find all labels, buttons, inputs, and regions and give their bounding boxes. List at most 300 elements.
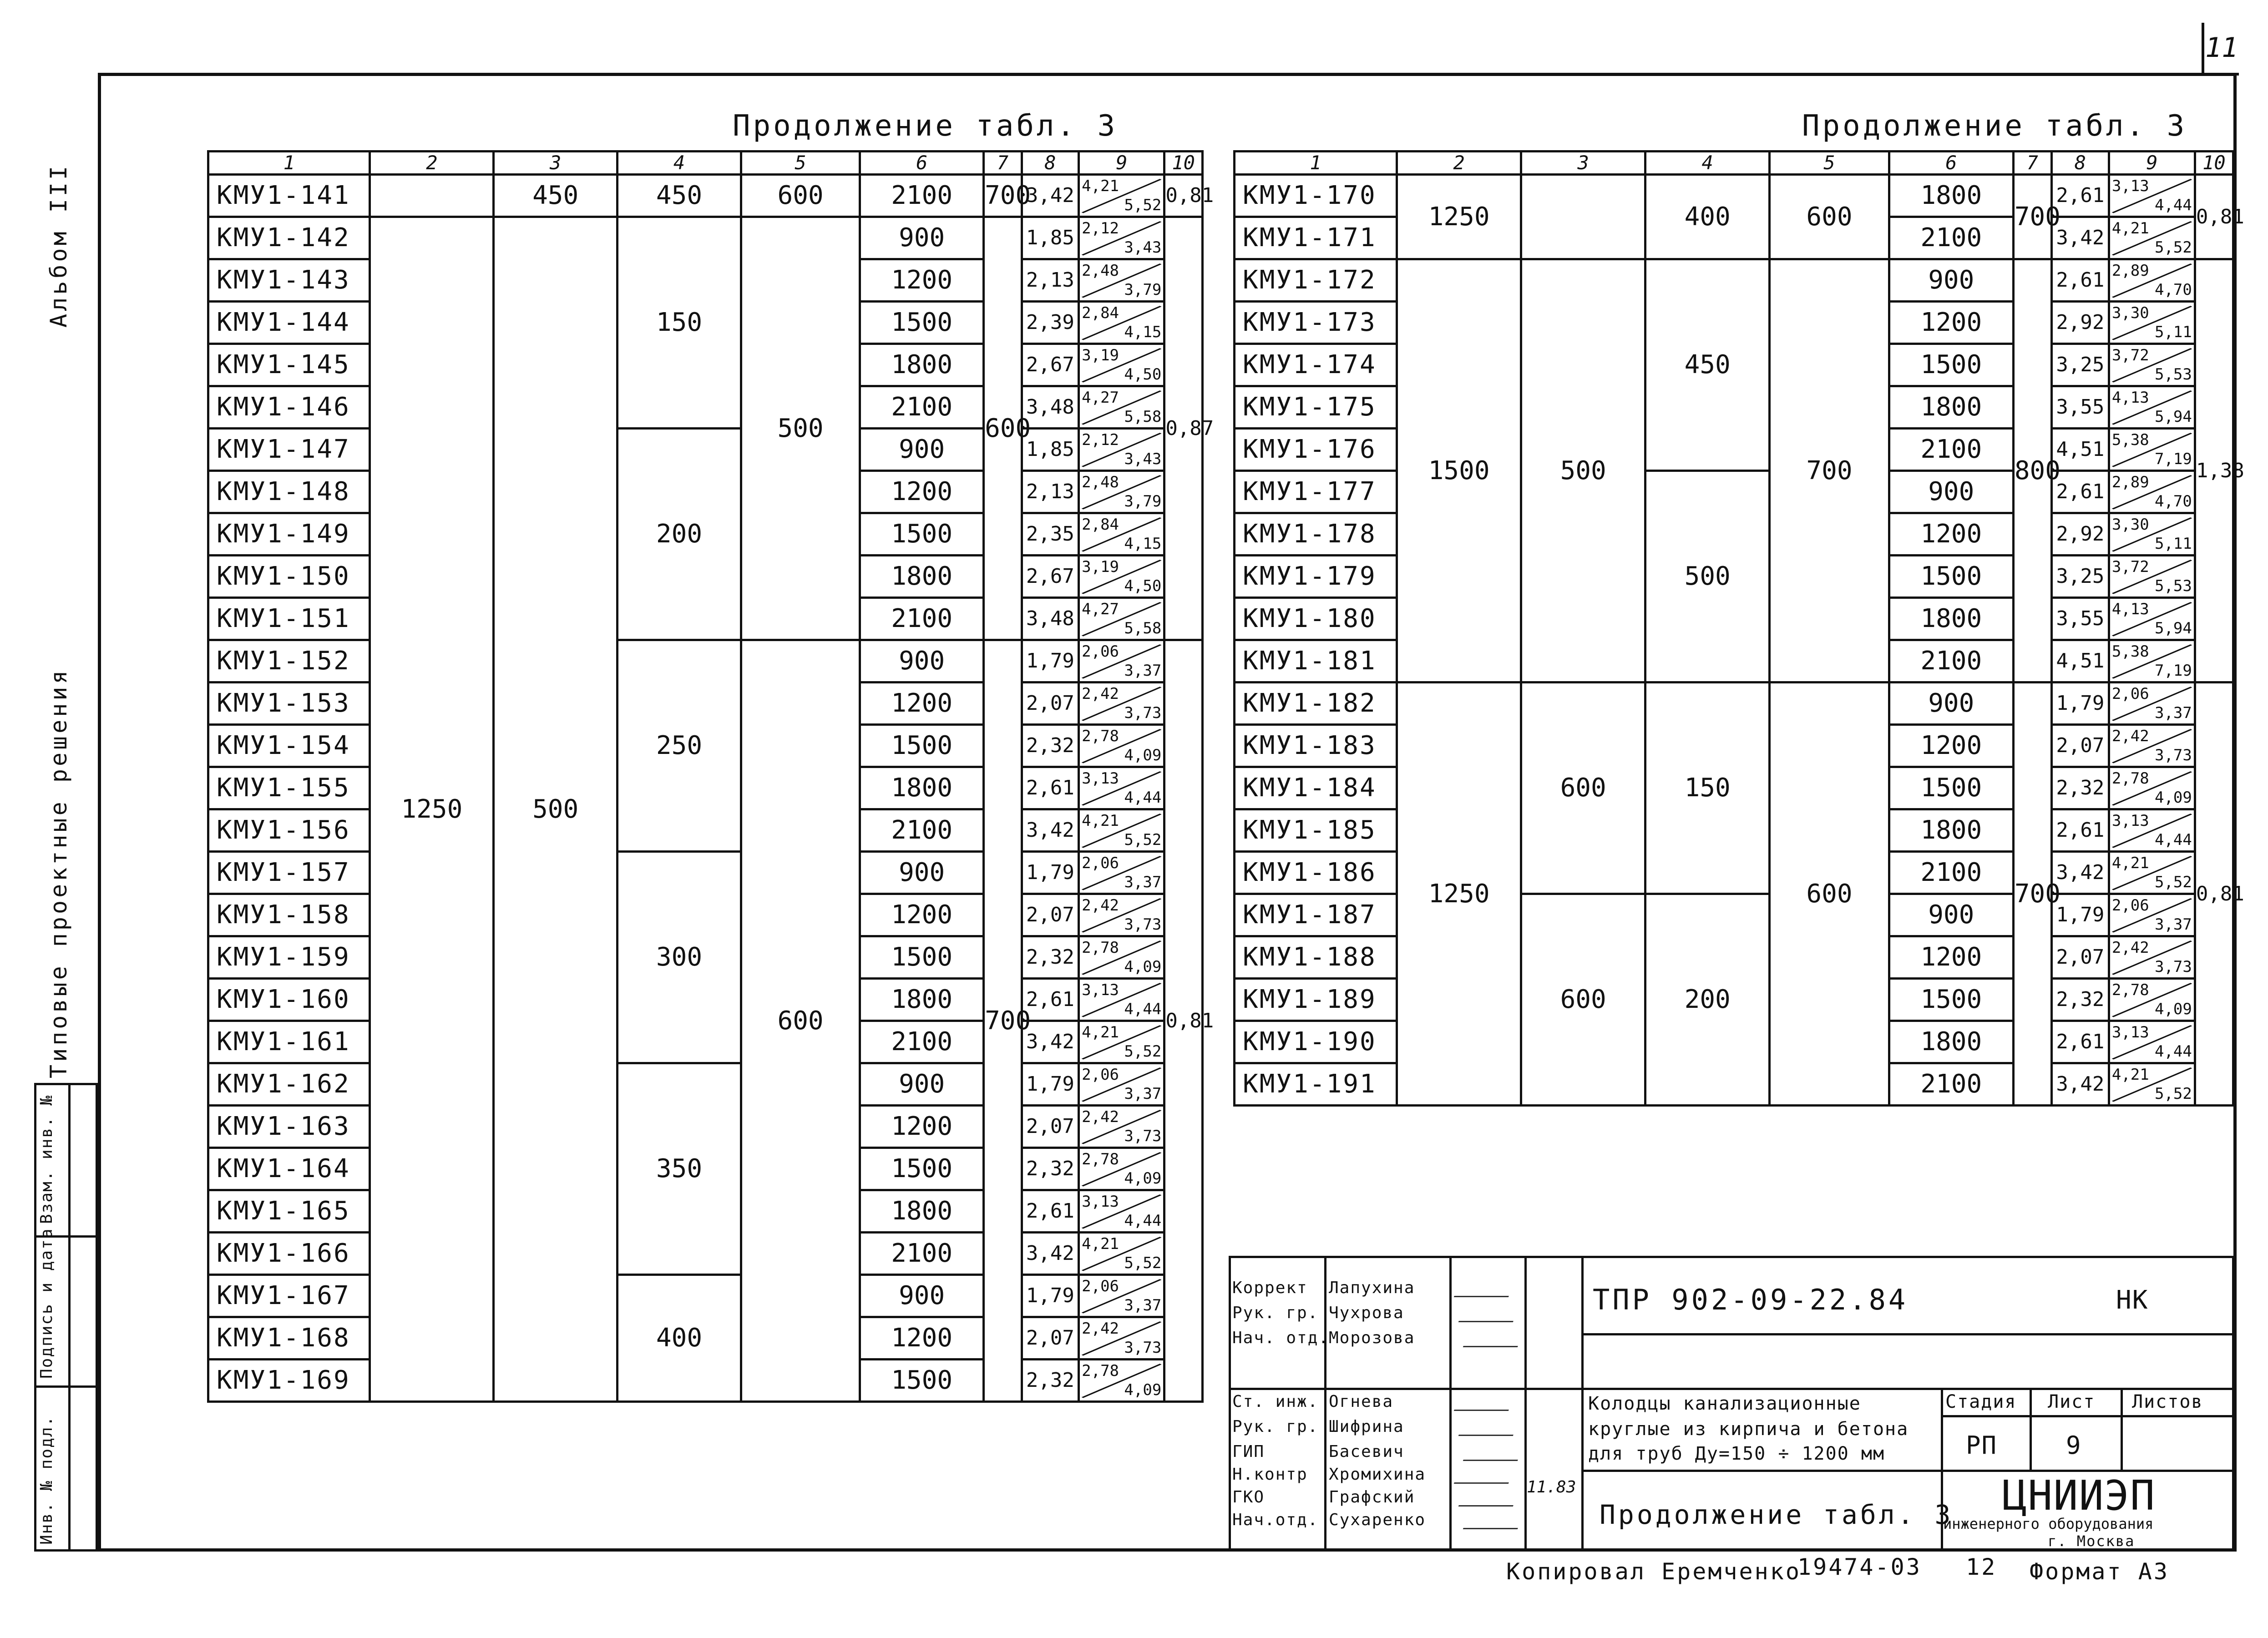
weight-fraction	[1080, 1066, 1163, 1102]
weight-cell: 3,42	[2051, 217, 2109, 259]
fraction-top: 2,06	[2111, 685, 2149, 703]
mark-cell: КМУ1-176	[1235, 429, 1397, 471]
weight-cell: 2,61	[2051, 175, 2109, 217]
weight-fraction-cell	[1079, 1063, 1164, 1106]
weight-cell: 3,48	[1022, 598, 1078, 640]
description-line-2: круглые из кирпича и бетона	[1588, 1419, 1909, 1440]
column-header: 10	[1164, 152, 1203, 175]
signature-mark	[1458, 1309, 1518, 1322]
depth-cell: 2100	[1889, 217, 2013, 259]
weight-fraction-cell	[2109, 936, 2195, 979]
weight-fraction	[1080, 304, 1163, 341]
weight-fraction	[2110, 1024, 2194, 1060]
weight-fraction	[2110, 981, 2194, 1018]
fraction-bottom: 3,73	[1124, 1127, 1162, 1145]
weight-cell: 2,07	[1022, 682, 1078, 725]
weight-fraction-cell	[1079, 767, 1164, 809]
depth-cell: 1800	[1889, 386, 2013, 429]
weight-fraction-cell	[1079, 217, 1164, 259]
weight-fraction-cell	[2109, 1063, 2195, 1106]
weight-fraction	[1080, 1278, 1163, 1314]
weight-fraction-cell	[2109, 471, 2195, 513]
weight-fraction	[2110, 516, 2194, 552]
table-row	[1235, 175, 2233, 217]
weight-fraction-cell	[2109, 894, 2195, 936]
weight-fraction	[1080, 1362, 1163, 1399]
mark-cell: КМУ1-157	[208, 852, 370, 894]
fraction-bottom: 4,44	[1124, 1212, 1162, 1230]
weight-fraction-cell	[1079, 513, 1164, 556]
depth-cell: 900	[1889, 682, 2013, 725]
weight-fraction-cell	[1079, 1360, 1164, 1402]
depth-cell: 1200	[1889, 725, 2013, 767]
value-cell: 450	[1645, 259, 1770, 471]
weight-fraction	[2110, 474, 2194, 510]
role-label: ГКО	[1232, 1488, 1265, 1507]
column-header: 6	[1889, 152, 2013, 175]
column-header: 1	[1235, 152, 1397, 175]
fraction-top: 2,42	[1082, 896, 1119, 915]
weight-fraction	[1080, 854, 1163, 891]
weight-cell: 2,07	[2051, 725, 2109, 767]
depth-cell: 1800	[1889, 175, 2013, 217]
person-name: Шифрина	[1329, 1417, 1404, 1436]
column-header: 5	[1770, 152, 1889, 175]
weight-fraction-cell	[2109, 217, 2195, 259]
weight-fraction	[1080, 431, 1163, 468]
weight-fraction	[2110, 897, 2194, 933]
depth-cell: 1500	[1889, 767, 2013, 809]
value-cell: 1250	[370, 217, 494, 1402]
fraction-bottom: 3,37	[1124, 662, 1162, 680]
person-name: Огнева	[1329, 1392, 1394, 1411]
fraction-top: 2,78	[1082, 727, 1119, 745]
mark-cell: КМУ1-187	[1235, 894, 1397, 936]
series-label: Типовые проектные решения	[46, 667, 72, 1078]
mark-cell: КМУ1-158	[208, 894, 370, 936]
fraction-top: 3,72	[2111, 346, 2149, 364]
mark-cell: КМУ1-162	[208, 1063, 370, 1106]
weight-fraction	[1080, 1235, 1163, 1272]
fraction-top: 2,42	[2111, 727, 2149, 745]
value-cell: 500	[741, 217, 860, 640]
column-header: 5	[741, 152, 860, 175]
fraction-bottom: 5,52	[1124, 831, 1162, 849]
fraction-top: 3,13	[2111, 177, 2149, 195]
depth-cell: 2100	[860, 809, 984, 852]
column-header: 7	[984, 152, 1022, 175]
weight-cell: 1,79	[1022, 1063, 1078, 1106]
fraction-bottom: 5,52	[2154, 873, 2192, 891]
depth-cell: 1500	[860, 302, 984, 344]
right-table-title: Продолжение табл. 3	[1802, 109, 2187, 143]
mark-cell: КМУ1-148	[208, 471, 370, 513]
weight-fraction	[2110, 558, 2194, 595]
signature-mark	[1463, 1334, 1523, 1347]
person-name: Басевич	[1329, 1442, 1404, 1461]
value-cell: 600	[1521, 894, 1645, 1106]
fraction-top: 4,27	[1082, 600, 1119, 618]
weight-fraction-cell	[1079, 302, 1164, 344]
depth-cell: 900	[860, 1063, 984, 1106]
mark-cell: КМУ1-166	[208, 1233, 370, 1275]
column-header: 10	[2195, 152, 2233, 175]
signature-mark	[1463, 1448, 1523, 1461]
mark-cell: КМУ1-149	[208, 513, 370, 556]
column-header: 4	[618, 152, 741, 175]
weight-fraction	[2110, 347, 2194, 383]
fraction-top: 3,13	[1082, 769, 1119, 788]
fraction-bottom: 3,37	[2154, 704, 2192, 722]
weight-cell: 2,61	[1022, 1190, 1078, 1233]
sign-date-label: Подпись и дата	[37, 1228, 56, 1379]
fraction-bottom: 5,52	[1124, 196, 1162, 214]
depth-cell: 1500	[860, 513, 984, 556]
weight-fraction	[2110, 854, 2194, 891]
weight-cell: 3,42	[2051, 1063, 2109, 1106]
signature-mark	[1458, 1493, 1518, 1507]
weight-fraction-cell	[1079, 809, 1164, 852]
sheet-title: Продолжение табл. 3	[1600, 1499, 1954, 1530]
depth-cell: 900	[860, 640, 984, 682]
mark-cell: КМУ1-153	[208, 682, 370, 725]
column-header: 7	[2013, 152, 2051, 175]
page-number: 11	[2202, 23, 2239, 76]
role-label: Нач. отд.	[1232, 1329, 1330, 1347]
fraction-bottom: 3,37	[1124, 1085, 1162, 1103]
weight-fraction-cell	[1079, 979, 1164, 1021]
fraction-top: 4,21	[2111, 219, 2149, 238]
weight-fraction	[2110, 728, 2194, 764]
value-cell: 0,81	[2195, 175, 2233, 259]
mark-cell: КМУ1-146	[208, 386, 370, 429]
mark-cell: КМУ1-178	[1235, 513, 1397, 556]
weight-fraction	[2110, 939, 2194, 976]
weight-fraction-cell	[2109, 302, 2195, 344]
depth-cell: 2100	[860, 386, 984, 429]
fraction-bottom: 4,09	[2154, 1000, 2192, 1018]
role-label: Рук. гр.	[1232, 1417, 1319, 1436]
sheet-order: 12	[1966, 1554, 1997, 1580]
mark-cell: КМУ1-181	[1235, 640, 1397, 682]
mark-cell: КМУ1-154	[208, 725, 370, 767]
fraction-bottom: 3,37	[1124, 1296, 1162, 1314]
weight-fraction-cell	[1079, 1106, 1164, 1148]
value-cell: 600	[741, 175, 860, 217]
weight-fraction-cell	[2109, 979, 2195, 1021]
value-cell: 700	[984, 175, 1022, 217]
norm-date: 11.83	[1527, 1478, 1576, 1496]
value-cell: 200	[618, 429, 741, 640]
mark-cell: КМУ1-183	[1235, 725, 1397, 767]
mark-cell: КМУ1-180	[1235, 598, 1397, 640]
value-cell: 500	[1645, 471, 1770, 682]
fraction-top: 2,78	[1082, 1362, 1119, 1380]
value-cell: 0,87	[1164, 217, 1203, 640]
fraction-bottom: 3,43	[1124, 238, 1162, 257]
weight-fraction-cell	[2109, 809, 2195, 852]
value-cell: 600	[741, 640, 860, 1402]
column-header: 3	[1521, 152, 1645, 175]
fraction-top: 4,21	[2111, 854, 2149, 872]
depth-cell: 900	[1889, 471, 2013, 513]
table-row	[208, 429, 1203, 471]
value-cell: 250	[618, 640, 741, 852]
mark-cell: КМУ1-163	[208, 1106, 370, 1148]
fraction-bottom: 3,73	[2154, 958, 2192, 976]
fraction-top: 2,06	[1082, 1066, 1119, 1084]
mark-cell: КМУ1-159	[208, 936, 370, 979]
fraction-bottom: 3,79	[1124, 281, 1162, 299]
weight-fraction-cell	[1079, 598, 1164, 640]
value-cell: 450	[618, 175, 741, 217]
value-cell: 700	[1770, 259, 1889, 682]
weight-cell: 2,13	[1022, 259, 1078, 302]
fraction-top: 2,06	[2111, 896, 2149, 915]
weight-fraction	[1080, 1024, 1163, 1060]
depth-cell: 1500	[1889, 979, 2013, 1021]
sheet-label: Лист	[2048, 1391, 2096, 1412]
header-row	[208, 152, 1203, 175]
value-cell: 600	[1521, 682, 1645, 894]
fraction-top: 4,21	[1082, 177, 1119, 195]
depth-cell: 900	[1889, 894, 2013, 936]
weight-cell: 1,79	[1022, 852, 1078, 894]
weight-fraction-cell	[2109, 175, 2195, 217]
person-name: Чухрова	[1329, 1304, 1404, 1322]
weight-fraction	[2110, 262, 2194, 298]
weight-fraction-cell	[2109, 640, 2195, 682]
signature-mark	[1454, 1398, 1514, 1411]
mark-cell: КМУ1-150	[208, 556, 370, 598]
weight-cell: 1,85	[1022, 217, 1078, 259]
mark-cell: КМУ1-175	[1235, 386, 1397, 429]
header-row	[1235, 152, 2233, 175]
fraction-top: 2,84	[1082, 304, 1119, 322]
fraction-top: 2,42	[1082, 685, 1119, 703]
table-row	[208, 852, 1203, 894]
fraction-bottom: 5,11	[2154, 535, 2192, 553]
value-cell: 0,81	[1164, 640, 1203, 1402]
fraction-bottom: 4,15	[1124, 323, 1162, 341]
table-row	[1235, 682, 2233, 725]
mark-cell: КМУ1-182	[1235, 682, 1397, 725]
value-cell	[1521, 175, 1645, 259]
weight-fraction-cell	[1079, 682, 1164, 725]
weight-cell: 2,32	[1022, 936, 1078, 979]
role-label: ГИП	[1232, 1442, 1265, 1461]
weight-fraction-cell	[2109, 259, 2195, 302]
fraction-bottom: 4,09	[1124, 1381, 1162, 1399]
weight-cell: 3,42	[1022, 809, 1078, 852]
left-table-title: Продолжение табл. 3	[733, 109, 1118, 143]
column-header: 6	[860, 152, 984, 175]
fraction-bottom: 4,44	[2154, 1042, 2192, 1061]
stage-value: РП	[1966, 1431, 1998, 1460]
weight-fraction-cell	[2109, 852, 2195, 894]
fraction-bottom: 5,53	[2154, 577, 2192, 595]
weight-fraction	[1080, 558, 1163, 595]
fraction-bottom: 4,70	[2154, 492, 2192, 511]
weight-fraction	[1080, 812, 1163, 849]
weight-cell: 3,55	[2051, 598, 2109, 640]
weight-fraction-cell	[2109, 725, 2195, 767]
weight-fraction-cell	[1079, 556, 1164, 598]
depth-cell: 900	[860, 217, 984, 259]
value-cell: 600	[1770, 682, 1889, 1106]
fraction-bottom: 5,52	[1124, 1042, 1162, 1061]
column-header: 3	[494, 152, 618, 175]
value-cell: 1250	[1397, 175, 1521, 259]
value-cell: 0,81	[1164, 175, 1203, 217]
value-cell: 200	[1645, 894, 1770, 1106]
depth-cell: 1800	[860, 979, 984, 1021]
weight-cell: 2,32	[1022, 725, 1078, 767]
weight-fraction-cell	[2109, 344, 2195, 386]
weight-fraction	[2110, 304, 2194, 341]
depth-cell: 2100	[1889, 429, 2013, 471]
depth-cell: 1500	[860, 936, 984, 979]
weight-cell: 1,85	[1022, 429, 1078, 471]
fraction-bottom: 3,73	[2154, 746, 2192, 764]
fraction-bottom: 4,44	[2154, 831, 2192, 849]
column-header: 2	[370, 152, 494, 175]
signature-mark	[1454, 1284, 1514, 1297]
fraction-bottom: 3,43	[1124, 450, 1162, 468]
value-cell: 300	[618, 852, 741, 1063]
fraction-top: 3,30	[2111, 304, 2149, 322]
fraction-top: 4,27	[1082, 389, 1119, 407]
weight-fraction	[1080, 770, 1163, 806]
mark-cell: КМУ1-164	[208, 1148, 370, 1190]
weight-cell: 2,39	[1022, 302, 1078, 344]
org-sub: инженерного оборудования	[1943, 1515, 2154, 1532]
weight-fraction	[2110, 220, 2194, 256]
weight-fraction	[1080, 601, 1163, 637]
weight-cell: 2,32	[1022, 1148, 1078, 1190]
weight-cell: 2,61	[2051, 1021, 2109, 1063]
fraction-top: 3,72	[2111, 558, 2149, 576]
fraction-bottom: 7,19	[2154, 662, 2192, 680]
depth-cell: 1500	[1889, 556, 2013, 598]
fraction-top: 2,06	[1082, 854, 1119, 872]
depth-cell: 1200	[1889, 513, 2013, 556]
fraction-top: 2,06	[1082, 1277, 1119, 1295]
depth-cell: 1500	[860, 1148, 984, 1190]
depth-cell: 1200	[860, 1106, 984, 1148]
weight-fraction	[1080, 1193, 1163, 1229]
fraction-top: 3,30	[2111, 516, 2149, 534]
weight-fraction	[1080, 1151, 1163, 1187]
mark-cell: КМУ1-171	[1235, 217, 1397, 259]
weight-fraction-cell	[1079, 1148, 1164, 1190]
table-row	[208, 1275, 1203, 1317]
role-label: Ст. инж.	[1232, 1392, 1319, 1411]
value-cell: 800	[2013, 259, 2051, 682]
depth-cell: 2100	[1889, 1063, 2013, 1106]
fraction-top: 2,42	[1082, 1108, 1119, 1126]
mark-cell: КМУ1-184	[1235, 767, 1397, 809]
fraction-top: 2,78	[2111, 981, 2149, 999]
value-cell: 450	[494, 175, 618, 217]
depth-cell: 900	[860, 429, 984, 471]
table-row	[208, 175, 1203, 217]
depth-cell: 1800	[1889, 809, 2013, 852]
weight-cell: 2,07	[1022, 1317, 1078, 1360]
weight-fraction	[1080, 939, 1163, 976]
weight-fraction-cell	[1079, 344, 1164, 386]
value-cell: 500	[494, 217, 618, 1402]
fraction-bottom: 3,73	[1124, 915, 1162, 934]
depth-cell: 1200	[860, 1317, 984, 1360]
weight-cell: 4,51	[2051, 640, 2109, 682]
column-header: 8	[1022, 152, 1078, 175]
fraction-top: 2,78	[2111, 769, 2149, 788]
weight-fraction	[2110, 601, 2194, 637]
mark-cell: КМУ1-151	[208, 598, 370, 640]
depth-cell: 900	[1889, 259, 2013, 302]
weight-fraction-cell	[1079, 1190, 1164, 1233]
mark-cell: КМУ1-179	[1235, 556, 1397, 598]
mark-cell: КМУ1-189	[1235, 979, 1397, 1021]
weight-fraction-cell	[1079, 471, 1164, 513]
weight-cell: 3,42	[1022, 1233, 1078, 1275]
mark-cell: КМУ1-172	[1235, 259, 1397, 302]
weight-fraction-cell	[2109, 767, 2195, 809]
weight-fraction-cell	[2109, 513, 2195, 556]
depth-cell: 1200	[860, 682, 984, 725]
role-label: Нач.отд.	[1232, 1511, 1319, 1529]
weight-fraction-cell	[1079, 852, 1164, 894]
weight-cell: 2,67	[1022, 556, 1078, 598]
doc-code: ТПР 902-09-22.84	[1593, 1283, 1909, 1316]
fraction-bottom: 5,52	[1124, 1254, 1162, 1272]
fraction-top: 4,13	[2111, 389, 2149, 407]
right-table	[1233, 150, 2244, 1107]
fraction-top: 3,19	[1082, 558, 1119, 576]
mark-cell: КМУ1-145	[208, 344, 370, 386]
fraction-bottom: 5,94	[2154, 408, 2192, 426]
weight-cell: 3,42	[2051, 852, 2109, 894]
value-cell: 700	[2013, 175, 2051, 259]
weight-cell: 1,79	[1022, 640, 1078, 682]
signature-mark	[1458, 1423, 1518, 1436]
weight-cell: 2,32	[2051, 979, 2109, 1021]
org-city: г. Москва	[2048, 1532, 2135, 1550]
fraction-top: 2,48	[1082, 473, 1119, 491]
mark-cell: КМУ1-147	[208, 429, 370, 471]
weight-fraction	[1080, 685, 1163, 722]
inv-orig-label: Инв. № подл.	[37, 1415, 56, 1545]
depth-cell: 1800	[860, 344, 984, 386]
fraction-top: 5,38	[2111, 431, 2149, 449]
depth-cell: 1200	[1889, 936, 2013, 979]
weight-cell: 1,79	[1022, 1275, 1078, 1317]
mark-cell: КМУ1-168	[208, 1317, 370, 1360]
fraction-bottom: 3,37	[2154, 915, 2192, 934]
fraction-top: 2,42	[2111, 939, 2149, 957]
person-name: Сухаренко	[1329, 1511, 1426, 1529]
weight-fraction-cell	[2109, 556, 2195, 598]
fraction-top: 2,78	[1082, 1150, 1119, 1168]
value-cell: 700	[984, 640, 1022, 1402]
signature-mark	[1463, 1516, 1523, 1529]
column-header: 9	[2109, 152, 2195, 175]
table-row	[1235, 259, 2233, 302]
value-cell: 700	[2013, 682, 2051, 1106]
person-name: Морозова	[1329, 1329, 1415, 1347]
fraction-top: 3,13	[2111, 812, 2149, 830]
